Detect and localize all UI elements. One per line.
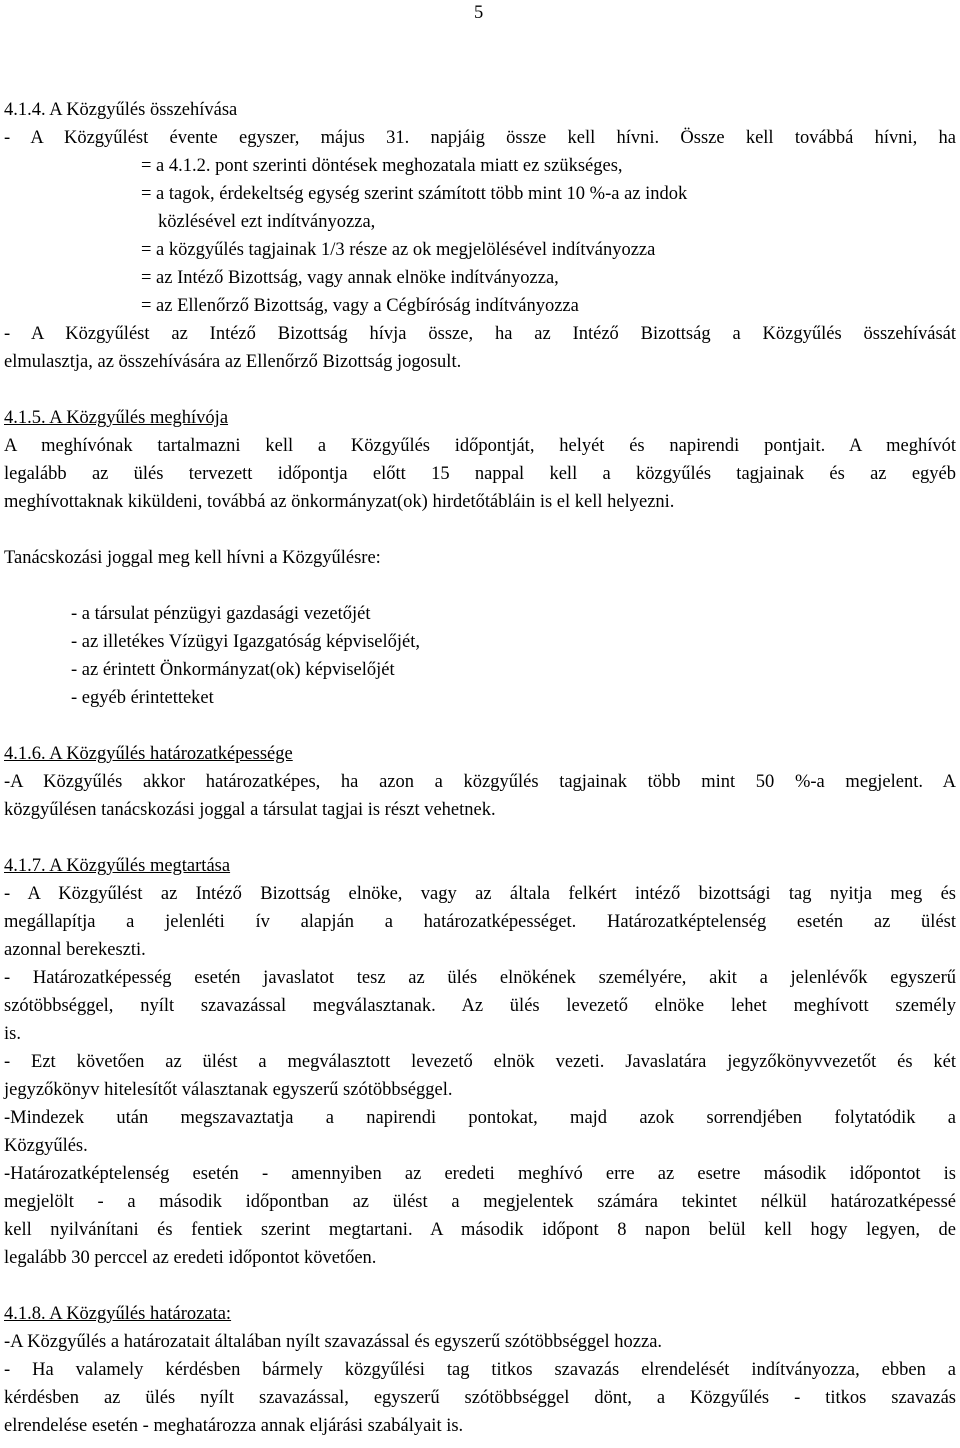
paragraph-line: -Mindezek után megszavaztatja a napirendi pontokat, majd azok sorrendjében folytatódik a: [4, 1108, 956, 1128]
paragraph-line: kell nyilvánítani és fentiek szerint megtartani. A második időpont 8 napon belül kell hogy legyen, de: [4, 1220, 956, 1240]
list-item: = a 4.1.2. pont szerinti döntések meghozatala miatt ez szükséges,: [141, 156, 623, 176]
section-heading-text: 4.1.8. A Közgyűlés határozata:: [4, 1304, 232, 1324]
paragraph-line: - A Közgyűlést az Intéző Bizottság elnöke, vagy az általa felkért intéző bizottsági tag nyitja meg és: [4, 884, 956, 904]
section-heading-4-1-5: [0, 405, 960, 431]
paragraph-line: közgyűlésen tanácskozási joggal a társulat tagjai is részt vehetnek.: [4, 800, 496, 820]
paragraph-line: azonnal berekeszti.: [4, 940, 146, 960]
paragraph-line: - Ezt követően az ülést a megválasztott levezető elnök vezeti. Javaslatára jegyzőkönyvvezetőt és két: [4, 1052, 956, 1072]
list-item: - az illetékes Vízügyi Igazgatóság képviselőjét,: [71, 632, 420, 652]
paragraph-line: kérdésben az ülés nyílt szavazással, egyszerű szótöbbséggel dönt, a Közgyűlés - titkos szavazás: [4, 1388, 956, 1408]
section-heading-4-1-4: 4.1.4. A Közgyűlés összehívása: [4, 100, 238, 120]
list-item: = az Intéző Bizottság, vagy annak elnöke indítványozza,: [141, 268, 559, 288]
paragraph-line: meghívottaknak kiküldeni, továbbá az önkormányzat(ok) hirdetőtábláin is el kell helyezni.: [4, 492, 675, 512]
paragraph-line: megállapítja a jelenléti ív alapján a határozatképességet. Határozatképtelenség esetén az ülést: [4, 912, 956, 932]
section-heading-4-1-6: [0, 741, 960, 767]
paragraph-line: - Határozatképesség esetén javaslatot tesz az ülés elnökének személyére, akit a jelenlévők egyszerű: [4, 968, 956, 988]
list-item-continuation: közlésével ezt indítványozza,: [158, 212, 376, 232]
page-number: 5: [474, 3, 484, 23]
section-heading-text: 4.1.5. A Közgyűlés meghívója: [4, 408, 229, 428]
list-item: - a társulat pénzügyi gazdasági vezetőjét: [71, 604, 371, 624]
paragraph-line: A meghívónak tartalmazni kell a Közgyűlés időpontját, helyét és napirendi pontjait. A meghívót: [4, 436, 956, 456]
paragraph-line: - Ha valamely kérdésben bármely közgyűlési tag titkos szavazás elrendelését indítványozza, ebben a: [4, 1360, 956, 1380]
list-item: - az érintett Önkormányzat(ok) képviselőjét: [71, 660, 395, 680]
paragraph-line: megjelölt - a második időpontban az ülést a megjelentek számára tekintet nélkül határozatképessé: [4, 1192, 956, 1212]
section-heading-4-1-8: [0, 1301, 960, 1327]
paragraph-line: - A Közgyűlést évente egyszer, május 31. napjáig össze kell hívni. Össze kell továbbá hívni, ha: [4, 128, 956, 148]
paragraph-line: legalább 30 perccel az eredeti időpontot követően.: [4, 1248, 377, 1268]
list-item: = a tagok, érdekeltség egység szerint számított több mint 10 %-a az indok: [141, 184, 688, 204]
paragraph-line: -Határozatképtelenség esetén - amennyiben az eredeti meghívó erre az esetre második időpontot is: [4, 1164, 956, 1184]
paragraph-line: elrendelése esetén - meghatározza annak eljárási szabályait is.: [4, 1416, 464, 1436]
section-heading-text: 4.1.6. A Közgyűlés határozatképessége: [4, 744, 293, 764]
paragraph-line: legalább az ülés tervezett időpontja előtt 15 nappal kell a közgyűlés tagjainak és az egyéb: [4, 464, 956, 484]
paragraph-line: -A Közgyűlés a határozatait általában nyílt szavazással és egyszerű szótöbbséggel hozza.: [4, 1332, 663, 1352]
list-item: - egyéb érintetteket: [71, 688, 214, 708]
paragraph-intro: Tanácskozási joggal meg kell hívni a Közgyűlésre:: [4, 548, 381, 568]
section-heading-text: 4.1.7. A Közgyűlés megtartása: [4, 856, 231, 876]
paragraph-line: elmulasztja, az összehívására az Ellenőrző Bizottság jogosult.: [4, 352, 462, 372]
list-item: = az Ellenőrző Bizottság, vagy a Cégbíróság indítványozza: [141, 296, 579, 316]
paragraph-line: -A Közgyűlés akkor határozatképes, ha azon a közgyűlés tagjainak több mint 50 %-a megjelent. A: [4, 772, 956, 792]
paragraph-line: - A Közgyűlést az Intéző Bizottság hívja össze, ha az Intéző Bizottság a Közgyűlés összehívását: [4, 324, 956, 344]
paragraph-line: szótöbbséggel, nyílt szavazással megválasztanak. Az ülés levezető elnöke lehet meghívott személy: [4, 996, 956, 1016]
paragraph-line: Közgyűlés.: [4, 1136, 88, 1156]
paragraph-line: is.: [4, 1024, 21, 1044]
paragraph-line: jegyzőkönyv hitelesítőt választanak egyszerű szótöbbséggel.: [4, 1080, 453, 1100]
section-heading-4-1-7: [0, 853, 960, 879]
list-item: = a közgyűlés tagjainak 1/3 része az ok megjelölésével indítványozza: [141, 240, 656, 260]
